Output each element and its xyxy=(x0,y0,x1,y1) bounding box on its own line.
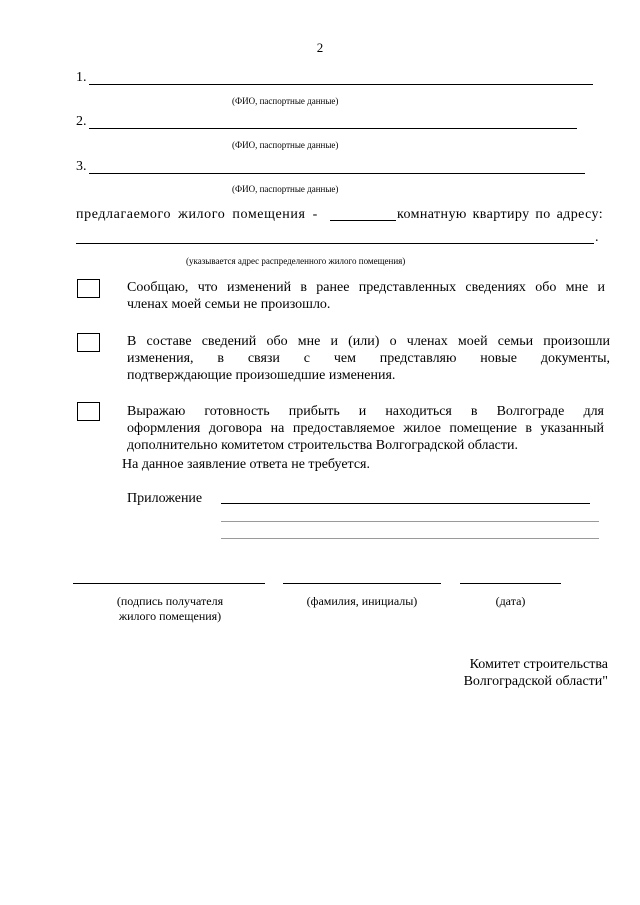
no-response-note: На данное заявление ответа не требуется. xyxy=(122,457,370,472)
option-2-checkbox[interactable] xyxy=(77,333,100,352)
option-3-line-2: оформления договора на предоставляемое жилое помещение в указанный xyxy=(127,421,604,436)
signature-line[interactable] xyxy=(73,583,265,584)
attachment-line-1[interactable] xyxy=(221,503,590,504)
signature-caption xyxy=(98,594,242,624)
attachment-line-3[interactable] xyxy=(221,538,599,539)
address-line[interactable] xyxy=(76,243,594,244)
page-number: 2 xyxy=(316,40,324,55)
addressee-block xyxy=(380,656,608,690)
option-1-text xyxy=(127,279,605,313)
dwelling-prefix: предлагаемого жилого помещения - xyxy=(76,207,318,222)
rooms-count-line[interactable] xyxy=(330,220,396,221)
option-2-line-2: изменения, в связи с чем представляю новые документы, xyxy=(127,351,610,366)
person-2-line[interactable] xyxy=(89,128,577,129)
option-3-line-3: дополнительно комитетом строительства Волгоградской области. xyxy=(127,438,519,453)
option-3-line-1: Выражаю готовность прибыть и находиться в Волгограде для xyxy=(127,404,604,419)
signature-caption-line-2: жилого помещения) xyxy=(118,609,222,623)
name-line[interactable] xyxy=(283,583,441,584)
option-2-line-3: подтверждающие произошедшие изменения. xyxy=(127,368,396,383)
person-2-number: 2. xyxy=(76,114,87,129)
person-1-number: 1. xyxy=(76,70,87,85)
address-end: . xyxy=(595,230,599,245)
name-caption: (фамилия, инициалы) xyxy=(306,594,418,608)
addressee-line-1: Комитет строительства xyxy=(469,657,608,672)
person-1-line[interactable] xyxy=(89,84,593,85)
person-2-caption: (ФИО, паспортные данные) xyxy=(232,140,339,150)
option-2-text xyxy=(127,333,610,384)
person-3-line[interactable] xyxy=(89,173,585,174)
attachment-line-2[interactable] xyxy=(221,521,599,522)
address-caption: (указывается адрес распределенного жилого помещения) xyxy=(186,256,406,266)
person-3-number: 3. xyxy=(76,159,87,174)
option-1-checkbox[interactable] xyxy=(77,279,100,298)
addressee-line-2: Волгоградской области" xyxy=(463,674,608,689)
option-2-line-1: В составе сведений обо мне и (или) о членах моей семьи произошли xyxy=(127,334,610,349)
option-3-text xyxy=(127,403,604,454)
dwelling-suffix: комнатную квартиру по адресу: xyxy=(397,207,604,222)
person-3-caption: (ФИО, паспортные данные) xyxy=(232,184,339,194)
date-caption: (дата) xyxy=(495,594,526,608)
attachment-label: Приложение xyxy=(127,491,203,506)
date-line[interactable] xyxy=(460,583,561,584)
option-3-checkbox[interactable] xyxy=(77,402,100,421)
option-1-line-2: членах моей семьи не произошло. xyxy=(127,297,331,312)
signature-caption-line-1: (подпись получателя xyxy=(116,594,224,608)
person-1-caption: (ФИО, паспортные данные) xyxy=(232,96,339,106)
option-1-line-1: Сообщаю, что изменений в ранее представленных сведениях обо мне и xyxy=(127,280,605,295)
